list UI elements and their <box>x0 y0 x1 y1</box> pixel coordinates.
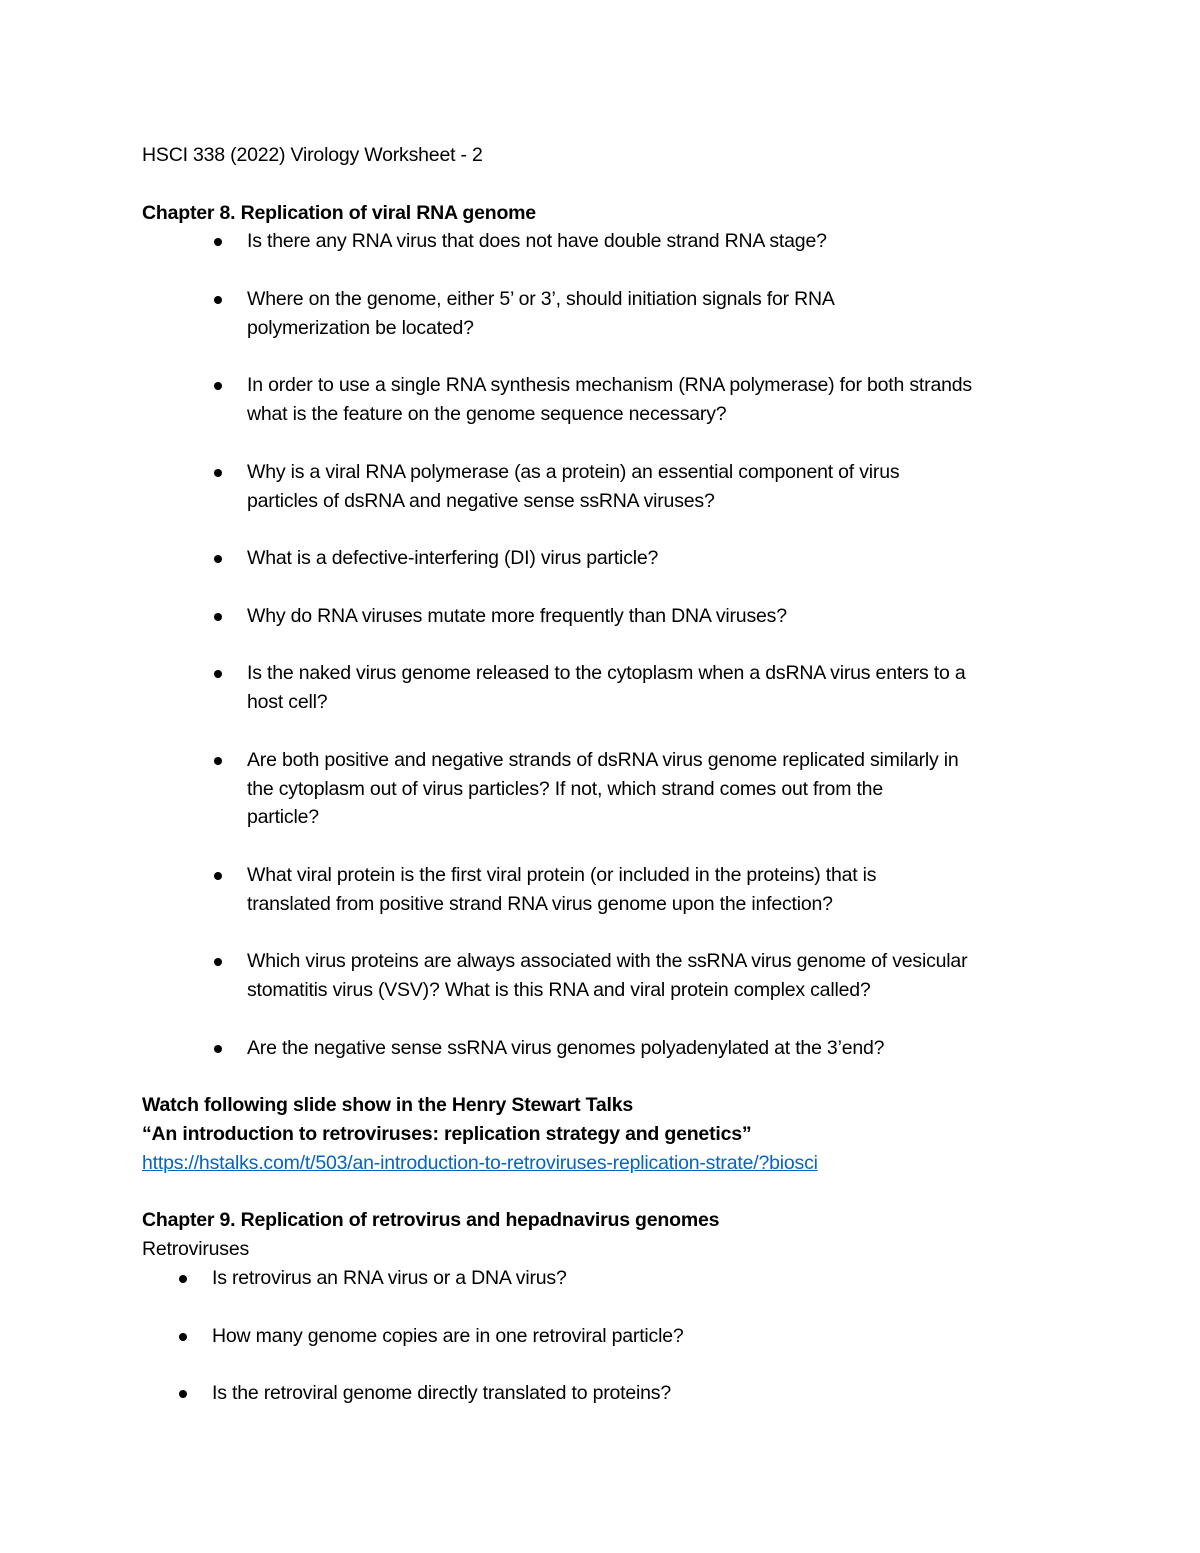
retroviruses-subheading: Retroviruses <box>142 1238 250 1261</box>
bullet-icon <box>214 382 222 390</box>
question-text: Why is a viral RNA polymerase (as a protein) an essential component of virus particles of dsRNA and negative sense ssRNA viruses? <box>247 460 900 512</box>
spacer <box>142 1178 1082 1207</box>
question-item <box>247 227 1082 256</box>
question-text: Is retrovirus an RNA virus or a DNA virus? <box>212 1267 567 1290</box>
question-item <box>247 947 1082 1005</box>
spacer <box>142 1063 1082 1092</box>
question-item <box>247 659 1082 717</box>
question-item <box>212 1264 1082 1293</box>
spacer <box>142 170 1082 199</box>
question-text: In order to use a single RNA synthesis mechanism (RNA polymerase) for both strands what is the feature on the genome sequence necessary? <box>247 374 972 426</box>
bullet-icon <box>214 469 222 477</box>
question-item <box>247 1034 1082 1063</box>
bullet-icon <box>214 872 222 880</box>
chapter-9-heading: Chapter 9. Replication of retrovirus and hepadnavirus genomes <box>142 1209 720 1232</box>
question-item <box>247 458 1082 516</box>
bullet-icon <box>214 757 222 765</box>
question-item <box>247 861 1082 919</box>
question-item <box>247 544 1082 573</box>
question-text: Which virus proteins are always associated with the ssRNA virus genome of vesicular stomatitis virus (VSV)? What is this RNA and viral protein complex called? <box>247 950 968 1002</box>
question-text: Is the retroviral genome directly translated to proteins? <box>212 1382 671 1405</box>
question-text: What viral protein is the first viral protein (or included in the proteins) that is translated from positive strand RNA virus genome upon the infection? <box>247 863 877 915</box>
bullet-icon <box>214 1045 222 1053</box>
question-item <box>212 1379 1082 1408</box>
chapter-8-heading: Chapter 8. Replication of viral RNA genome <box>142 201 536 224</box>
question-item <box>247 602 1082 631</box>
worksheet-page <box>142 141 1082 1408</box>
question-item <box>247 746 1082 832</box>
question-text: Are both positive and negative strands of dsRNA virus genome replicated similarly in the cytoplasm out of virus particles? If not, which strand comes out from the particle? <box>247 748 959 829</box>
bullet-icon <box>214 613 222 621</box>
chapter-8-question-list <box>142 227 1082 1062</box>
question-text: Where on the genome, either 5’ or 3’, should initiation signals for RNA polymerization be located? <box>247 287 835 339</box>
bullet-icon <box>179 1390 187 1398</box>
bullet-icon <box>214 670 222 678</box>
bullet-icon <box>214 296 222 304</box>
bullet-icon <box>214 958 222 966</box>
bullet-icon <box>179 1275 187 1283</box>
question-text: Why do RNA viruses mutate more frequently than DNA viruses? <box>247 604 787 627</box>
bullet-icon <box>214 555 222 563</box>
bullet-icon <box>179 1333 187 1341</box>
question-text: Are the negative sense ssRNA virus genomes polyadenylated at the 3’end? <box>247 1036 885 1059</box>
question-text: How many genome copies are in one retroviral particle? <box>212 1324 684 1347</box>
document-title: HSCI 338 (2022) Virology Worksheet - 2 <box>142 144 483 166</box>
watch-intro: Watch following slide show in the Henry Stewart Talks <box>142 1094 634 1117</box>
talk-link[interactable]: https://hstalks.com/t/503/an-introduction-to-retroviruses-replication-strate/?biosci <box>142 1151 818 1174</box>
question-item <box>247 371 1082 429</box>
question-text: Is the naked virus genome released to the cytoplasm when a dsRNA virus enters to a host cell? <box>247 662 966 714</box>
chapter-9-question-list <box>142 1264 1082 1408</box>
question-text: Is there any RNA virus that does not have double strand RNA stage? <box>247 230 827 253</box>
question-item <box>247 285 1082 343</box>
question-text: What is a defective-interfering (DI) virus particle? <box>247 547 659 570</box>
bullet-icon <box>214 238 222 246</box>
talk-title: “An introduction to retroviruses: replication strategy and genetics” <box>142 1123 752 1146</box>
question-item <box>212 1322 1082 1351</box>
